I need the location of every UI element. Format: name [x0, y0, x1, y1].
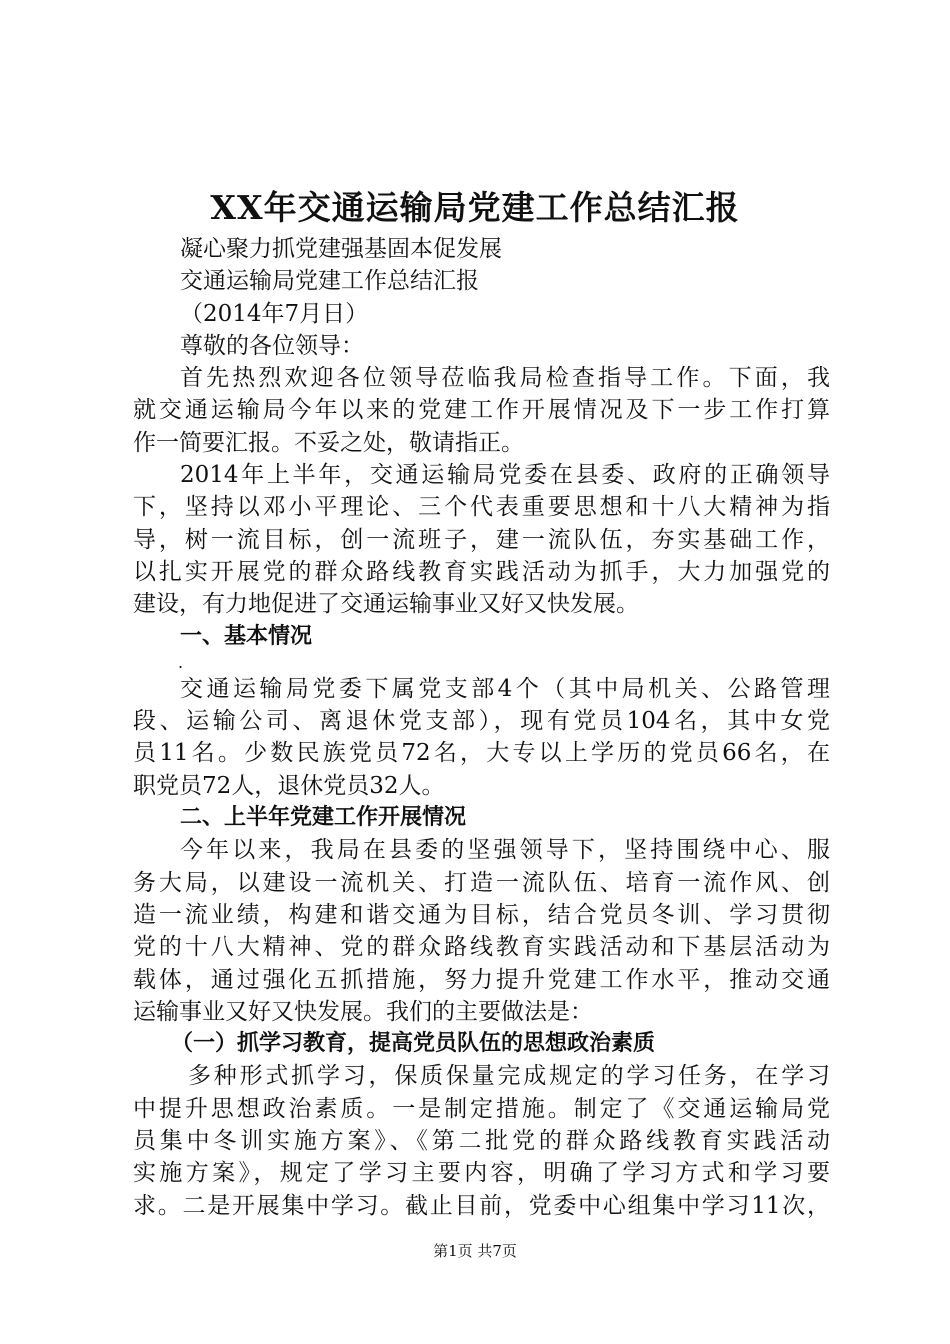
paragraph-line: 造一流业绩，构建和谐交通为目标，结合党员冬训、学习贯彻 — [133, 901, 830, 928]
paragraph-line: 员11名。少数民族党员72名，大专以上学历的党员66名，在 — [133, 740, 830, 767]
paragraph-line: 实施方案》，规定了学习主要内容，明确了学习方式和学习要 — [133, 1160, 830, 1187]
paragraph-line: 中提升思想政治素质。一是制定措施。制定了《交通运输局党 — [133, 1095, 830, 1122]
document-title: XX年交通运输局党建工作总结汇报 — [210, 188, 740, 227]
paragraph-line: 2014年上半年，交通运输局党委在县委、政府的正确领导 — [180, 462, 830, 489]
paragraph-line: 以扎实开展党的群众路线教育实践活动为抓手，大力加强党的 — [133, 558, 830, 585]
document-body — [133, 233, 830, 1222]
paragraph-line: 交通运输局党委下属党支部4个（其中局机关、公路管理 — [180, 675, 830, 702]
paragraph-line: 载体，通过强化五抓措施，努力提升党建工作水平，推动交通 — [133, 966, 830, 993]
section-heading: 一、基本情况 — [180, 623, 313, 649]
subtitle-line: 凝心聚力抓党建强基固本促发展 — [180, 236, 502, 262]
dot-marker: . — [178, 652, 184, 672]
paragraph-line: 求。二是开展集中学习。截止目前，党委中心组集中学习11次， — [133, 1192, 830, 1219]
paragraph-line: 员集中冬训实施方案》、《第二批党的群众路线教育实践活动 — [133, 1128, 830, 1155]
paragraph-line: 下，坚持以邓小平理论、三个代表重要思想和十八大精神为指 — [133, 494, 830, 521]
paragraph-line: 多种形式抓学习，保质保量完成规定的学习任务，在学习 — [188, 1063, 830, 1090]
paragraph-line: 段、运输公司、离退休党支部），现有党员104名，其中女党 — [133, 708, 830, 735]
subsection-heading: （一）抓学习教育，提高党员队伍的思想政治素质 — [171, 1031, 656, 1057]
paragraph-line: 党的十八大精神、党的群众路线教育实践活动和下基层活动为 — [133, 934, 830, 961]
paragraph-line: 首先热烈欢迎各位领导莅临我局检查指导工作。下面，我 — [180, 365, 830, 392]
paragraph-line: 务大局，以建设一流机关、打造一流队伍、培育一流作风、创 — [133, 869, 830, 896]
paragraph-line: 运输事业又好又快发展。我们的主要做法是： — [133, 998, 593, 1025]
page-number: 第1页 共7页 — [433, 1242, 517, 1260]
paragraph-line: 今年以来，我局在县委的坚强领导下，坚持围绕中心、服 — [180, 837, 830, 864]
paragraph-line: 职党员72人，退休党员32人。 — [133, 772, 445, 799]
subtitle-line: 交通运输局党建工作总结汇报 — [180, 268, 479, 295]
paragraph-line: 作一简要汇报。不妥之处，敬请指正。 — [133, 429, 524, 456]
paragraph-line: 建设，有力地促进了交通运输事业又好又快发展。 — [133, 591, 639, 618]
paragraph-line: 导，树一流目标，创一流班子，建一流队伍，夯实基础工作， — [133, 526, 830, 553]
salutation-line: 尊敬的各位领导： — [180, 332, 364, 359]
paragraph-line: 就交通运输局今年以来的党建工作开展情况及下一步工作打算 — [133, 397, 830, 424]
date-line: （2014年7月日） — [180, 300, 369, 327]
section-heading: 二、上半年党建工作开展情况 — [180, 805, 467, 831]
